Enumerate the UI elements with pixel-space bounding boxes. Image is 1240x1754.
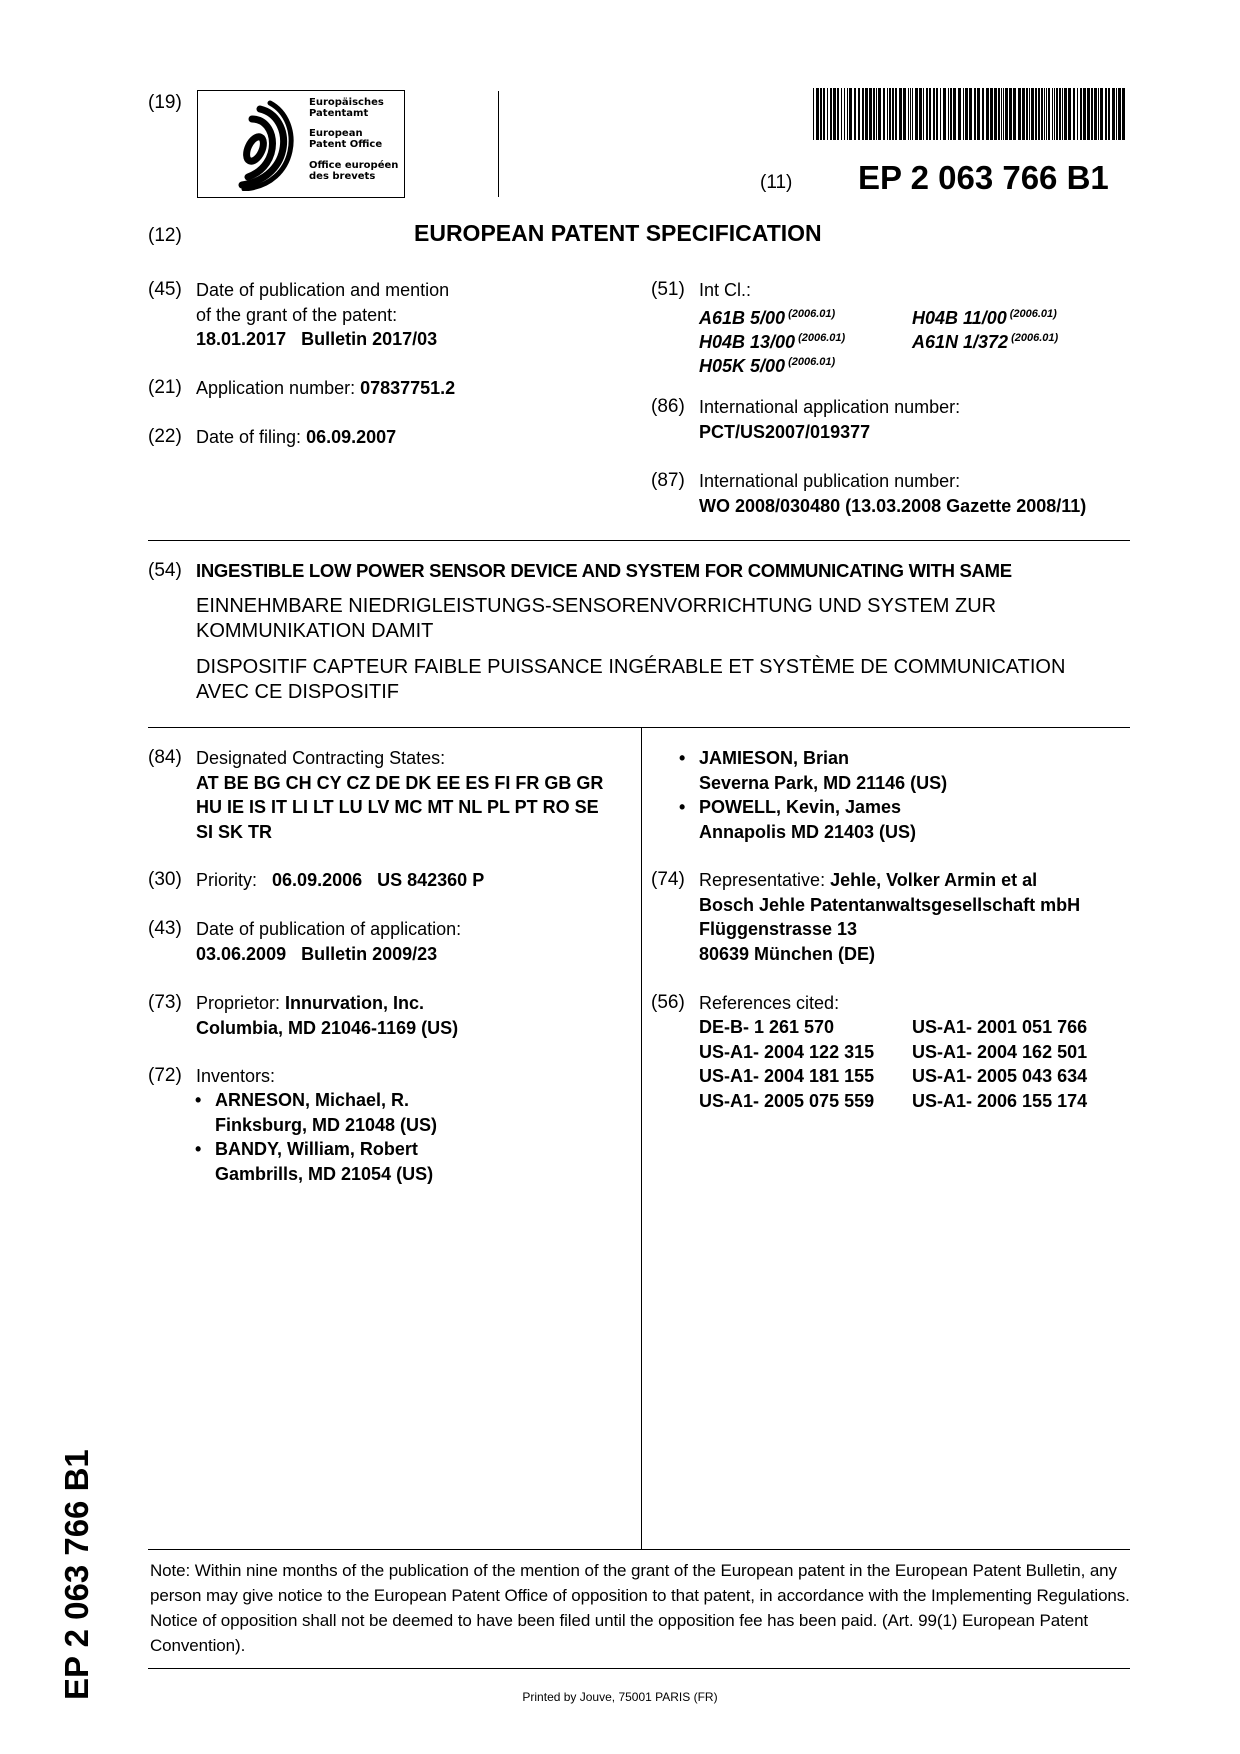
representative-line: 80639 München (DE) <box>699 942 1080 967</box>
reference-item: US-A1- 2006 155 174 <box>912 1089 1132 1114</box>
inid-code-21: (21) <box>148 377 182 399</box>
representative <box>699 868 1080 966</box>
publication-number: EP 2 063 766 B1 <box>858 159 1109 197</box>
representative-line: Flüggenstrasse 13 <box>699 917 1080 942</box>
office-name-de-1: Europäisches <box>309 97 384 108</box>
intl-app-value: PCT/US2007/019377 <box>699 420 960 445</box>
references-label: References cited: <box>699 991 839 1016</box>
title-german-line-2: KOMMUNIKATION DAMIT <box>196 619 996 644</box>
inventor-address: Finksburg, MD 21048 (US) <box>215 1113 437 1138</box>
ipc-code: H05K 5/00 <box>699 356 785 376</box>
application-label: Application number: <box>196 378 360 398</box>
priority-value: 06.09.2006 US 842360 P <box>272 870 484 890</box>
inid-code-72: (72) <box>148 1065 182 1087</box>
divider <box>148 1549 1130 1550</box>
inventor-continued <box>699 746 947 844</box>
inid-code-73: (73) <box>148 992 182 1014</box>
representative-label: Representative: <box>699 870 830 890</box>
inventor-name: • BANDY, William, Robert <box>215 1137 437 1162</box>
reference-item: US-A1- 2004 181 155 <box>699 1064 912 1089</box>
ipc-version: (2006.01) <box>798 332 845 344</box>
epo-logo-icon <box>220 97 300 191</box>
office-name-en-2: Patent Office <box>309 139 382 150</box>
representative-name: Jehle, Volker Armin et al <box>830 870 1037 890</box>
barcode <box>813 88 1130 140</box>
inventor <box>215 1088 437 1186</box>
inventor-address: Annapolis MD 21403 (US) <box>699 820 947 845</box>
side-publication-number: EP 2 063 766 B1 <box>58 1425 106 1700</box>
office-name-en-1: European <box>309 128 363 139</box>
title-german-line-1: EINNEHMBARE NIEDRIGLEISTUNGS-SENSORENVORRICHTUNG UND SYSTEM ZUR <box>196 594 996 619</box>
filing-value: 06.09.2007 <box>306 427 396 447</box>
inid-code-45: (45) <box>148 279 182 301</box>
states-label: Designated Contracting States: <box>196 746 603 771</box>
reference-item: US-A1- 2004 162 501 <box>912 1040 1132 1065</box>
ipc-code: H04B 13/00 <box>699 332 795 352</box>
inventor-name: • POWELL, Kevin, James <box>699 795 947 820</box>
inventor-name: • ARNESON, Michael, R. <box>215 1088 437 1113</box>
intl-pub-value: WO 2008/030480 (13.03.2008 Gazette 2008/11) <box>699 494 1086 519</box>
reference-item: US-A1- 2004 122 315 <box>699 1040 912 1065</box>
inid-code-84: (84) <box>148 747 182 769</box>
references-list <box>699 1015 1132 1113</box>
title-german <box>196 594 996 644</box>
inid-code-56: (56) <box>651 992 685 1014</box>
proprietor <box>196 991 458 1040</box>
inid-code-22: (22) <box>148 426 182 448</box>
grant-date-value: 18.01.2017 Bulletin 2017/03 <box>196 327 449 352</box>
inid-code-30: (30) <box>148 869 182 891</box>
inid-code-11: (11) <box>760 172 792 194</box>
office-name-fr-1: Office européen <box>309 160 398 171</box>
title-french-line-1: DISPOSITIF CAPTEUR FAIBLE PUISSANCE INGÉRABLE ET SYSTÈME DE COMMUNICATION <box>196 655 1065 680</box>
proprietor-address: Columbia, MD 21046-1169 (US) <box>196 1016 458 1041</box>
filing-label: Date of filing: <box>196 427 306 447</box>
inventor-address: Gambrills, MD 21054 (US) <box>215 1162 437 1187</box>
filing-date <box>196 425 396 450</box>
representative-line: Bosch Jehle Patentanwaltsgesellschaft mbH <box>699 893 1080 918</box>
ipc-version: (2006.01) <box>1010 308 1057 320</box>
inid-code-43: (43) <box>148 918 182 940</box>
divider <box>148 1668 1130 1669</box>
intl-app-label: International application number: <box>699 395 960 420</box>
doc-type-title: EUROPEAN PATENT SPECIFICATION <box>414 220 822 247</box>
printer-footer: Printed by Jouve, 75001 PARIS (FR) <box>0 1690 1240 1704</box>
ipc-code: A61B 5/00 <box>699 308 785 328</box>
office-name-de-2: Patentamt <box>309 108 368 119</box>
intl-pub-label: International publication number: <box>699 469 1086 494</box>
int-cl-label: Int Cl.: <box>699 278 751 303</box>
grant-label-1: Date of publication and mention <box>196 278 449 303</box>
application-publication <box>196 917 461 966</box>
app-pub-label: Date of publication of application: <box>196 917 461 942</box>
reference-item: US-A1- 2005 043 634 <box>912 1064 1132 1089</box>
grant-date-block <box>196 278 449 352</box>
inid-code-74: (74) <box>651 869 685 891</box>
opposition-note: Note: Within nine months of the publication of the mention of the grant of the European patent in the European Patent Bulletin, any person may give notice to the European Patent Office of opposition to that patent, in accordance with the Implementing Regulations. Notice of opposition shall not be deemed to have been filed until the opposition fee has been paid. (Art. 99(1) European Patent Convention). <box>150 1558 1135 1658</box>
states-line: SI SK TR <box>196 820 603 845</box>
ipc-version: (2006.01) <box>788 356 835 368</box>
inid-code-54: (54) <box>148 560 182 582</box>
ipc-code: A61N 1/372 <box>912 332 1008 352</box>
ipc-code: H04B 11/00 <box>912 308 1007 328</box>
app-pub-value: 03.06.2009 Bulletin 2009/23 <box>196 942 461 967</box>
designated-states <box>196 746 603 844</box>
application-number <box>196 376 455 401</box>
inventors-label: Inventors: <box>196 1064 275 1089</box>
ipc-version: (2006.01) <box>1011 332 1058 344</box>
states-line: AT BE BG CH CY CZ DE DK EE ES FI FR GB GR <box>196 771 603 796</box>
application-value: 07837751.2 <box>360 378 455 398</box>
title-english: INGESTIBLE LOW POWER SENSOR DEVICE AND SYSTEM FOR COMMUNICATING WITH SAME <box>196 560 1012 582</box>
reference-item: US-A1- 2001 051 766 <box>912 1015 1132 1040</box>
proprietor-label: Proprietor: <box>196 993 285 1013</box>
priority-label: Priority: <box>196 870 257 890</box>
inid-code-87: (87) <box>651 470 685 492</box>
proprietor-name: Innurvation, Inc. <box>285 993 424 1013</box>
reference-item: DE-B- 1 261 570 <box>699 1015 912 1040</box>
ipc-version: (2006.01) <box>788 308 835 320</box>
reference-item: US-A1- 2005 075 559 <box>699 1089 912 1114</box>
ipc-class <box>912 326 1058 355</box>
inid-code-19: (19) <box>148 92 182 114</box>
divider <box>148 540 1130 541</box>
title-french-line-2: AVEC CE DISPOSITIF <box>196 680 1065 705</box>
title-french <box>196 655 1065 705</box>
inventor-name: • JAMIESON, Brian <box>699 746 947 771</box>
inid-code-12: (12) <box>148 225 182 247</box>
inid-code-51: (51) <box>651 279 685 301</box>
grant-label-2: of the grant of the patent: <box>196 303 449 328</box>
divider <box>148 727 1130 728</box>
intl-application <box>699 395 960 444</box>
priority <box>196 868 484 893</box>
states-line: HU IE IS IT LI LT LU LV MC MT NL PL PT RO SE <box>196 795 603 820</box>
column-divider <box>641 727 642 1549</box>
ipc-class <box>699 350 835 379</box>
inventor-address: Severna Park, MD 21146 (US) <box>699 771 947 796</box>
office-name-fr-2: des brevets <box>309 171 375 182</box>
intl-publication <box>699 469 1086 518</box>
inid-code-86: (86) <box>651 396 685 418</box>
